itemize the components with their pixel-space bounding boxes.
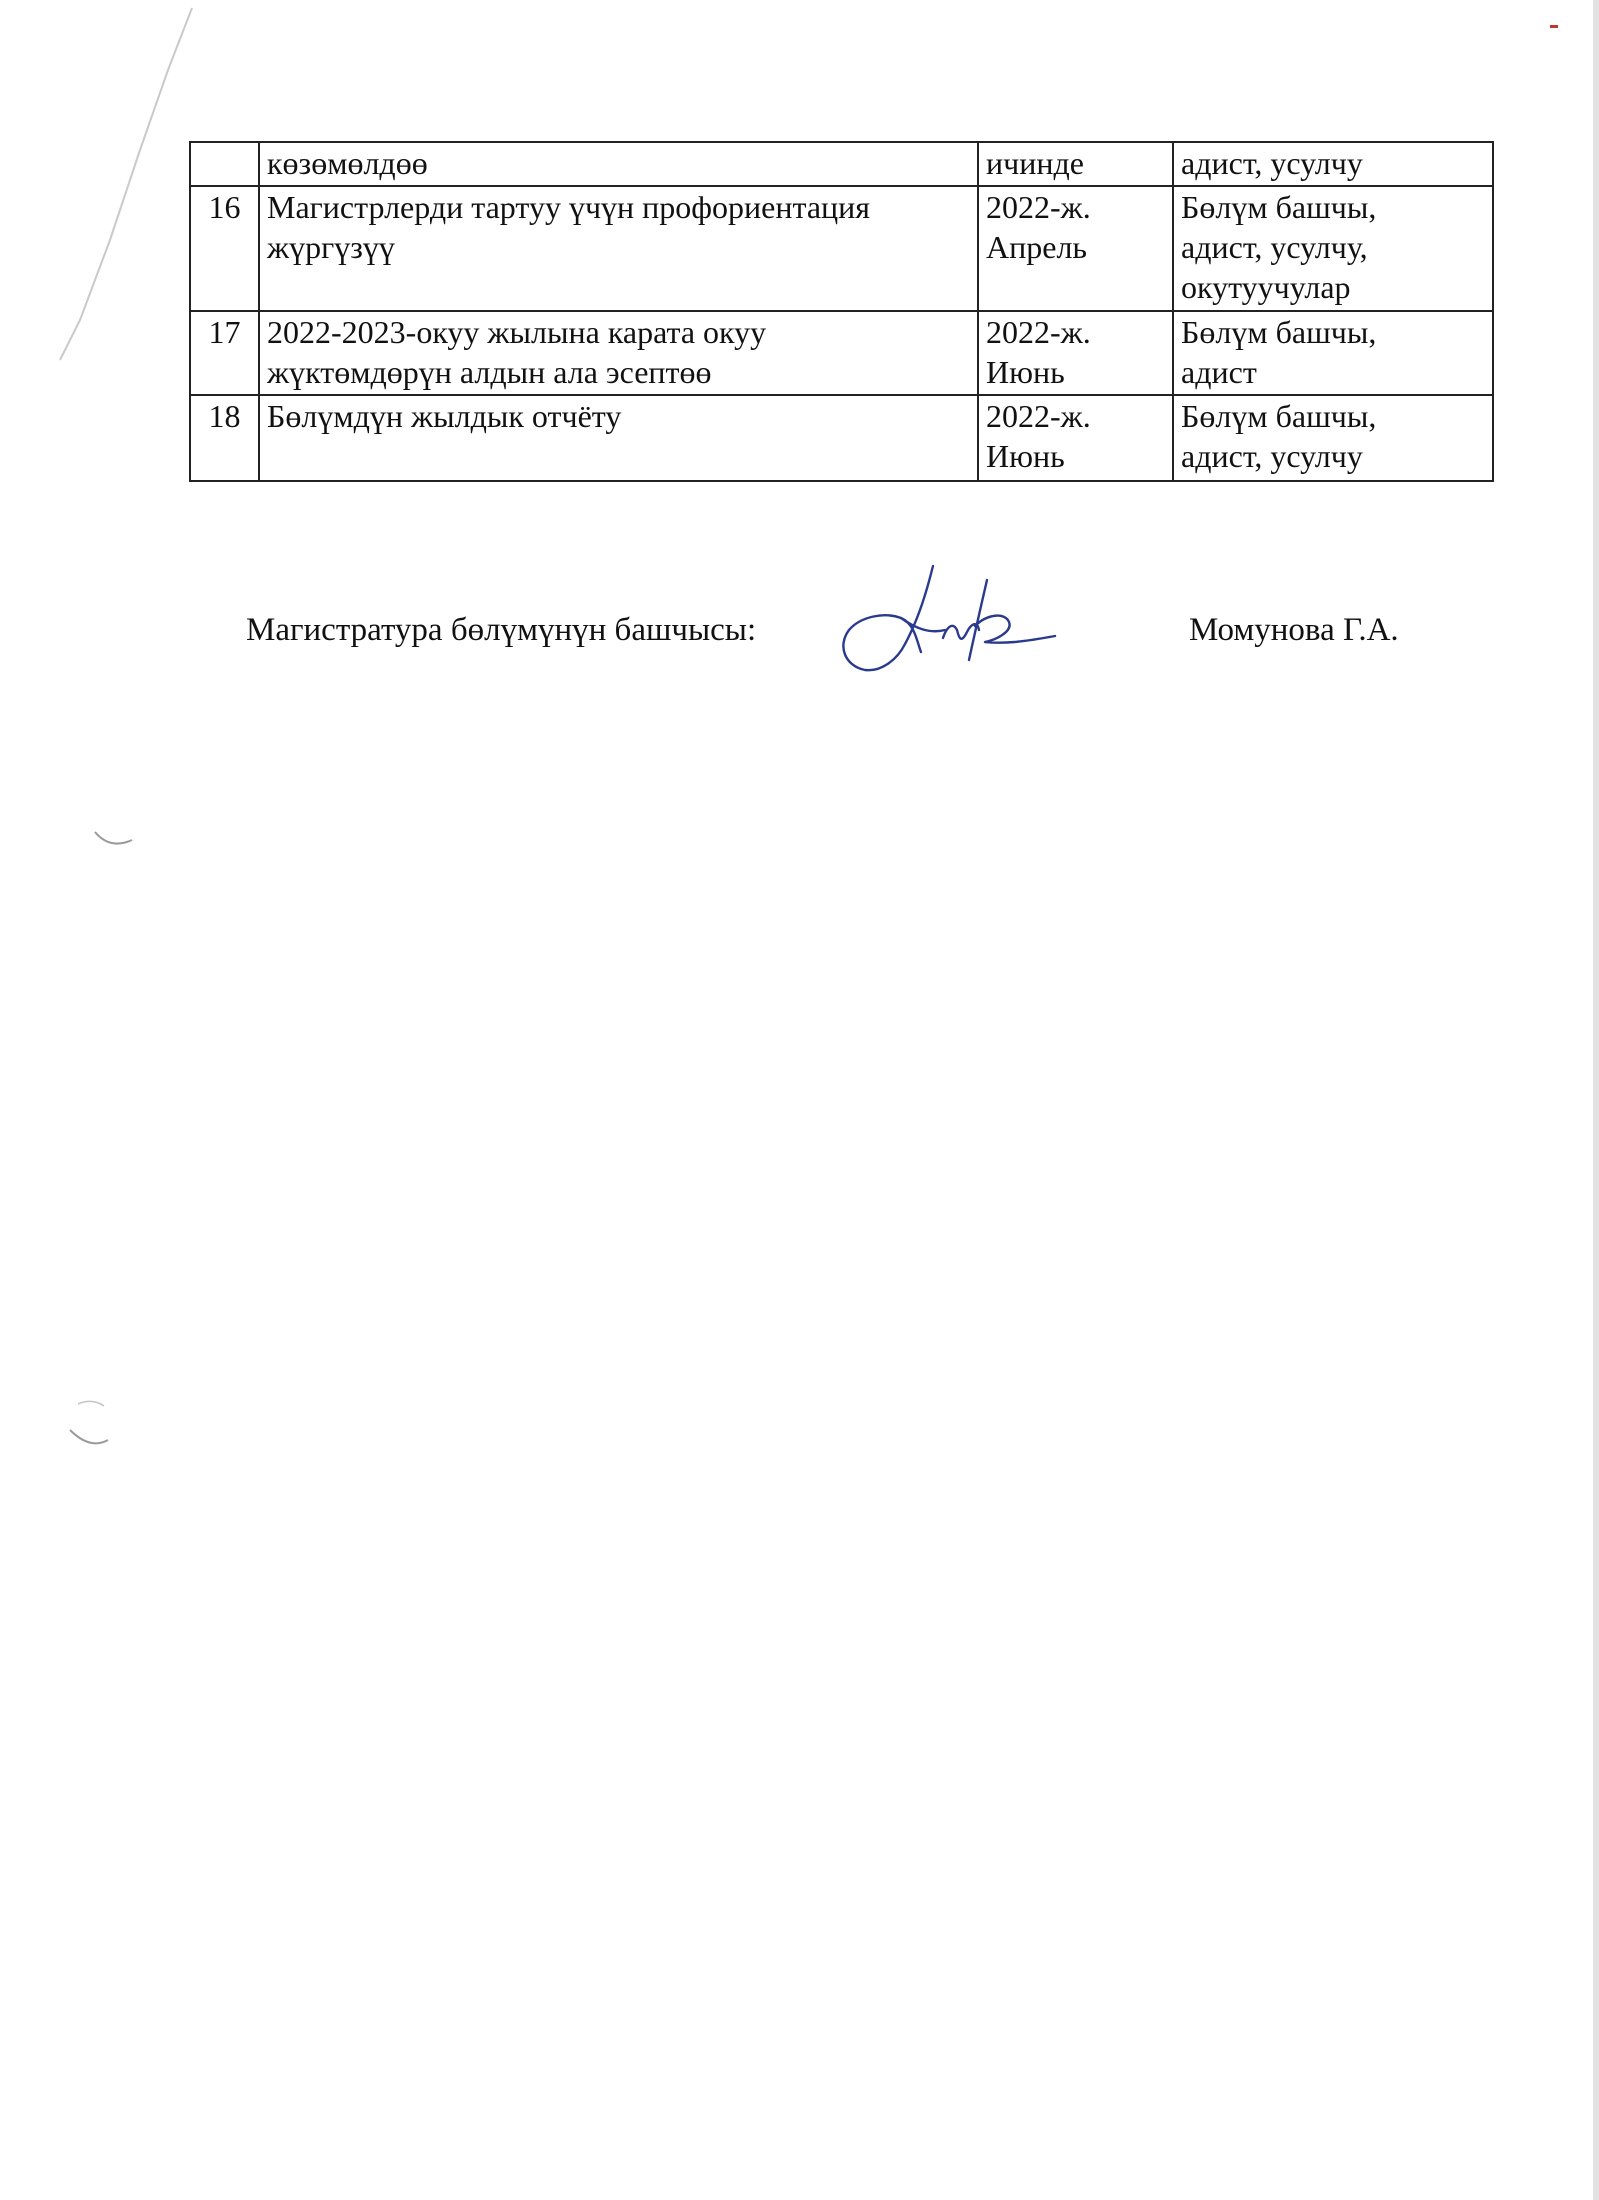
task-line: Бөлүмдүн жылдык отчёту [267, 398, 622, 434]
page-edge [1593, 0, 1599, 2200]
signature-block [0, 540, 1599, 690]
responsible-line: адист, усулчу [1181, 145, 1363, 181]
table-row [190, 395, 1493, 481]
date-cell [978, 311, 1173, 395]
row-number: 16 [190, 186, 259, 311]
task-line: көзөмөлдөө [267, 145, 428, 181]
date-line: 2022-ж. [986, 398, 1091, 434]
task-cell [259, 395, 978, 481]
row-number: 17 [190, 311, 259, 395]
responsible-line: адист, усулчу, [1181, 229, 1368, 265]
row-number: 18 [190, 395, 259, 481]
responsible-line: окутуучулар [1181, 269, 1351, 305]
task-cell [259, 186, 978, 311]
date-line: 2022-ж. [986, 189, 1091, 225]
row-number [190, 142, 259, 186]
task-line: 2022-2023-окуу жылына карата окуу [267, 314, 767, 350]
table-row [190, 142, 1493, 186]
task-cell [259, 311, 978, 395]
responsible-cell [1173, 186, 1493, 311]
date-line: ичинде [986, 145, 1084, 181]
date-line: 2022-ж. [986, 314, 1091, 350]
responsible-line: Бөлүм башчы, [1181, 314, 1377, 350]
responsible-line: адист [1181, 354, 1257, 390]
task-cell [259, 142, 978, 186]
date-cell [978, 186, 1173, 311]
signatory-name: Момунова Г.А. [1189, 612, 1399, 648]
date-line: Июнь [986, 438, 1065, 474]
signatory-title: Магистратура бөлүмүнүн башчысы: [246, 612, 757, 648]
date-cell [978, 395, 1173, 481]
responsible-line: адист, усулчу [1181, 438, 1363, 474]
handwritten-signature [835, 560, 1065, 680]
responsible-cell [1173, 311, 1493, 395]
task-line: Магистрлерди тартуу үчүн профориентация [267, 189, 871, 225]
date-line: Июнь [986, 354, 1065, 390]
responsible-line: Бөлүм башчы, [1181, 398, 1377, 434]
responsible-cell [1173, 142, 1493, 186]
plan-table [189, 141, 1494, 482]
date-cell [978, 142, 1173, 186]
plan-table-body [190, 142, 1493, 481]
table-row [190, 186, 1493, 311]
table-row [190, 311, 1493, 395]
task-line: жүктөмдөрүн алдын ала эсептөө [267, 354, 712, 390]
date-line: Апрель [986, 229, 1087, 265]
responsible-line: Бөлүм башчы, [1181, 189, 1377, 225]
responsible-cell [1173, 395, 1493, 481]
task-line: жүргүзүү [267, 229, 395, 265]
